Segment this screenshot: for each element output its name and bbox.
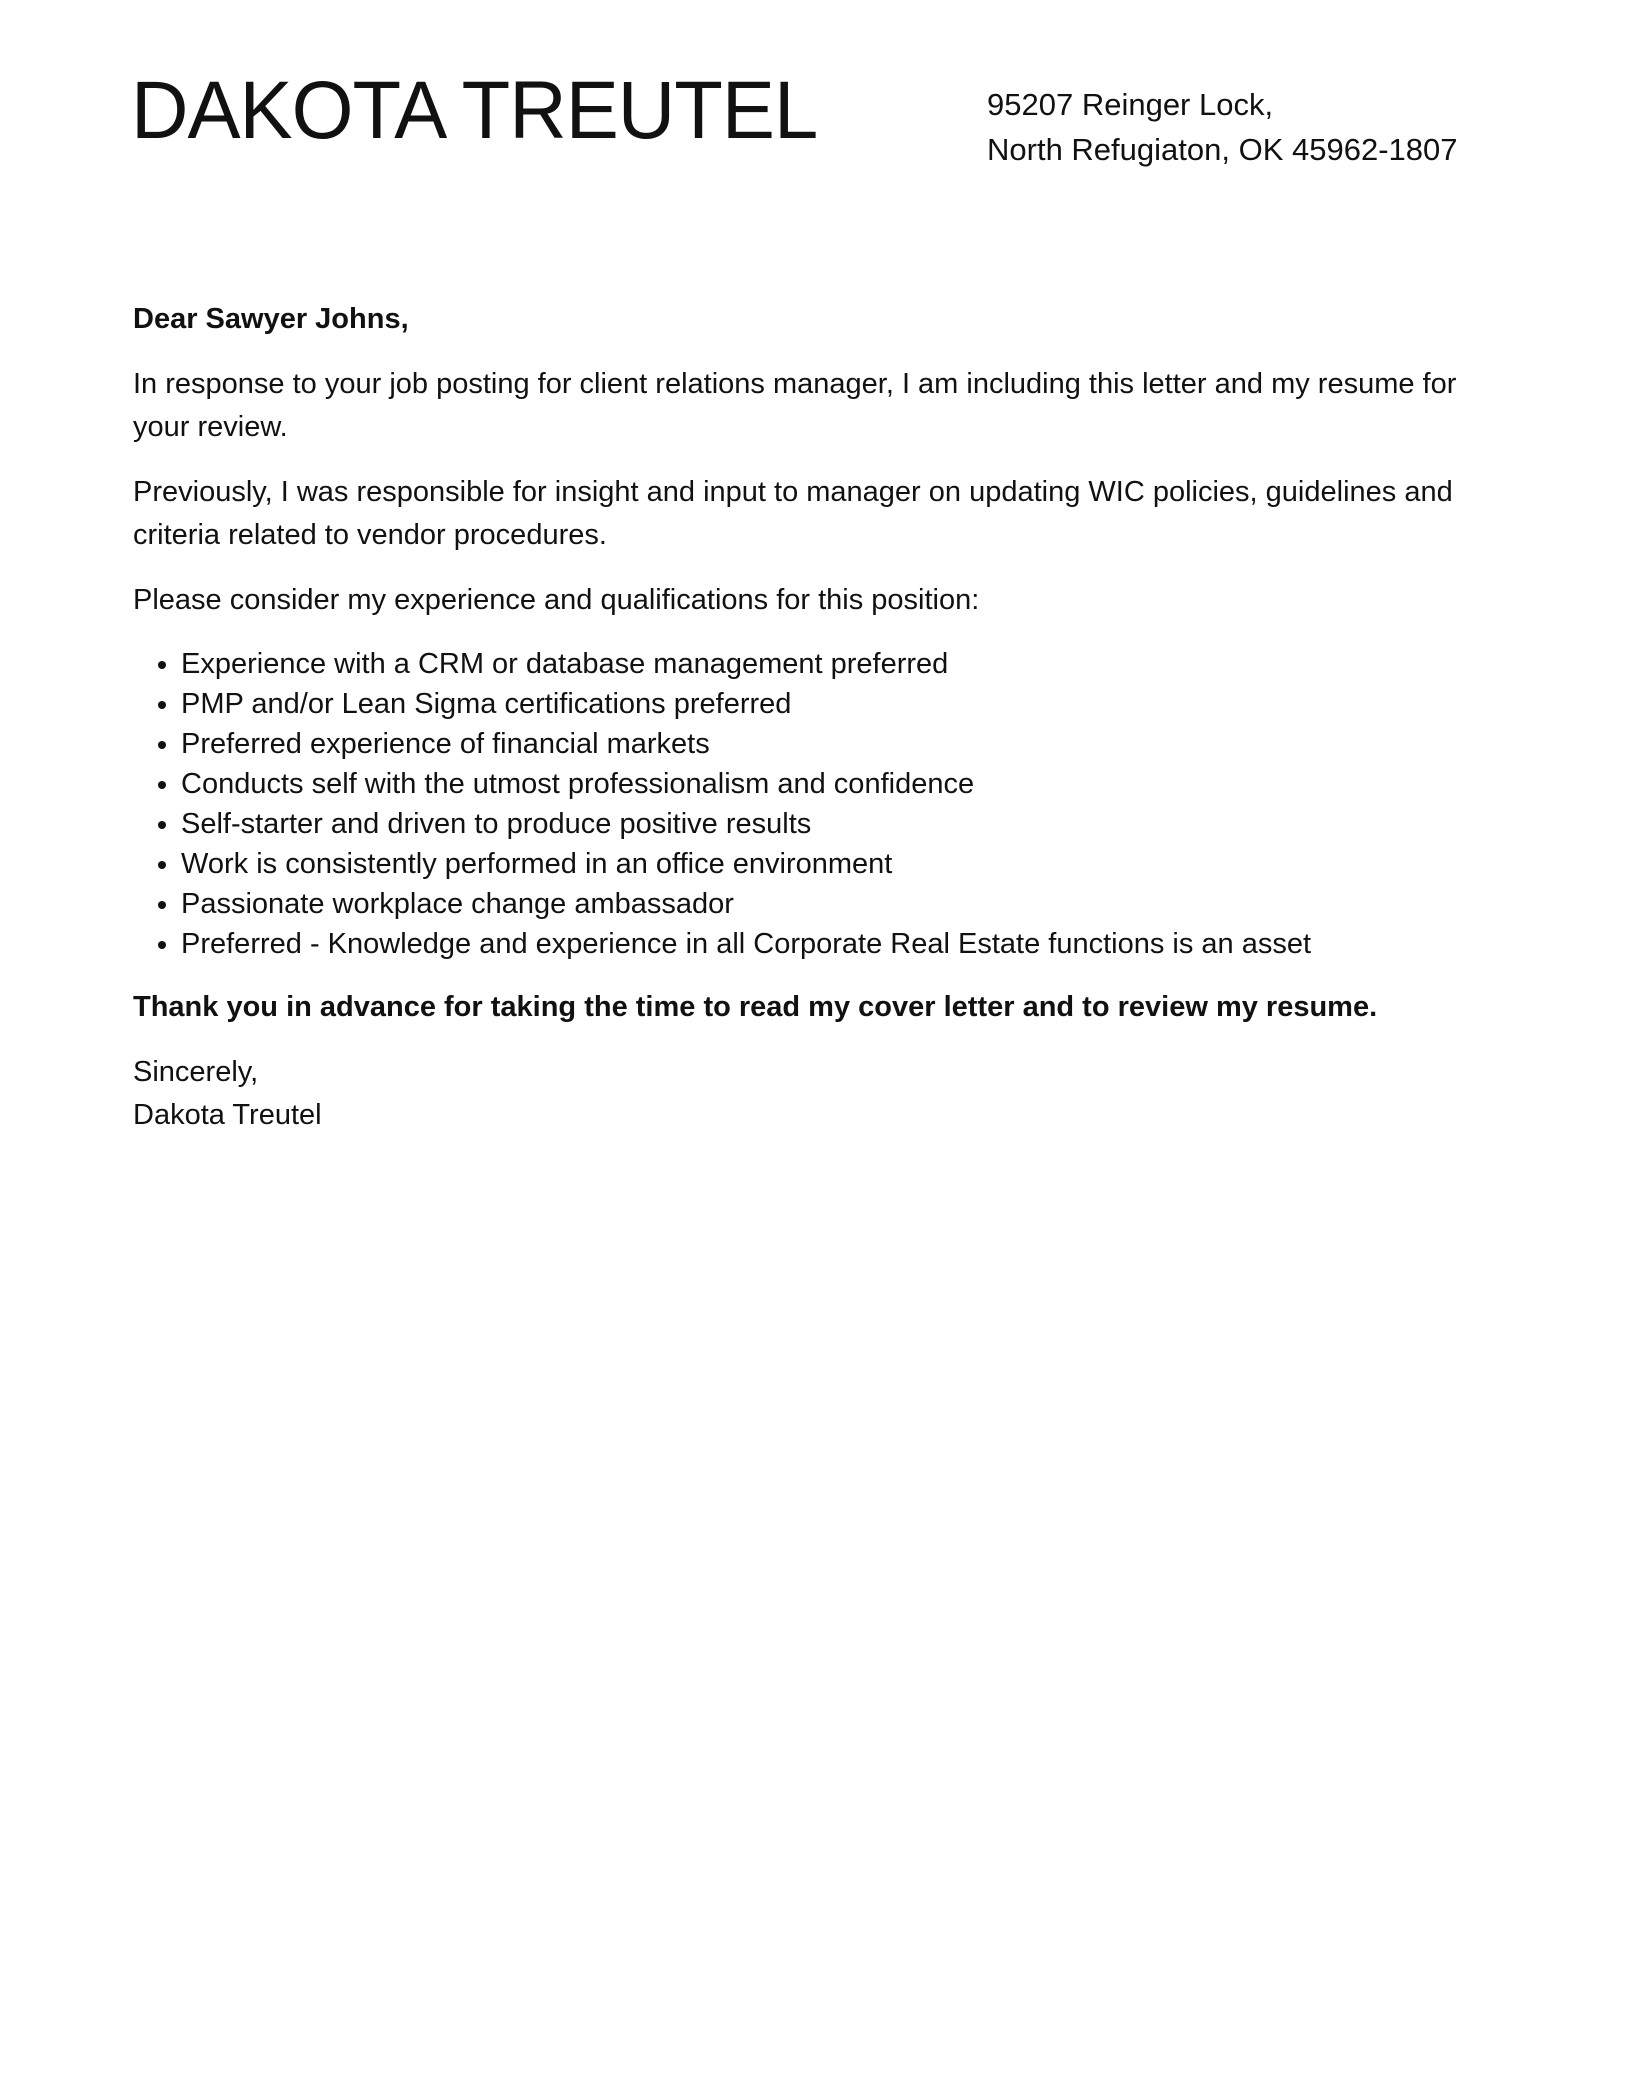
- address-line-1: 95207 Reinger Lock,: [987, 87, 1274, 122]
- signature: Dakota Treutel: [133, 1099, 322, 1131]
- address-line-2: North Refugiaton, OK 45962-1807: [987, 132, 1458, 167]
- applicant-name: DAKOTA TREUTEL: [131, 65, 818, 156]
- paragraph-qualifications-lead: Please consider my experience and qualifications for this position:: [133, 584, 980, 616]
- closing-note: Thank you in advance for taking the time to read my cover letter and to review my resume.: [133, 991, 1378, 1023]
- list-item: • Work is consistently performed in an office environment: [181, 844, 1513, 884]
- paragraph-experience: Previously, I was responsible for insight and input to manager on updating WIC policies, guidelines and criteria related to vendor procedures.: [133, 476, 1453, 551]
- list-item: • Passionate workplace change ambassador: [181, 884, 1513, 924]
- signoff: Sincerely,: [133, 1056, 259, 1088]
- list-item: • PMP and/or Lean Sigma certifications preferred: [181, 684, 1513, 724]
- list-item: • Conducts self with the utmost professionalism and confidence: [181, 764, 1513, 804]
- salutation: Dear Sawyer Johns,: [133, 303, 409, 335]
- list-item: • Preferred - Knowledge and experience in all Corporate Real Estate functions is an asset: [181, 924, 1513, 964]
- letter-body: [133, 298, 1513, 1137]
- list-item: • Preferred experience of financial markets: [181, 724, 1513, 764]
- list-item: • Experience with a CRM or database management preferred: [181, 644, 1513, 684]
- list-item: • Self-starter and driven to produce positive results: [181, 804, 1513, 844]
- paragraph-intro: In response to your job posting for client relations manager, I am including this letter and my resume for your review.: [133, 368, 1457, 443]
- qualifications-list: [133, 644, 1513, 964]
- address-block: [987, 82, 1457, 172]
